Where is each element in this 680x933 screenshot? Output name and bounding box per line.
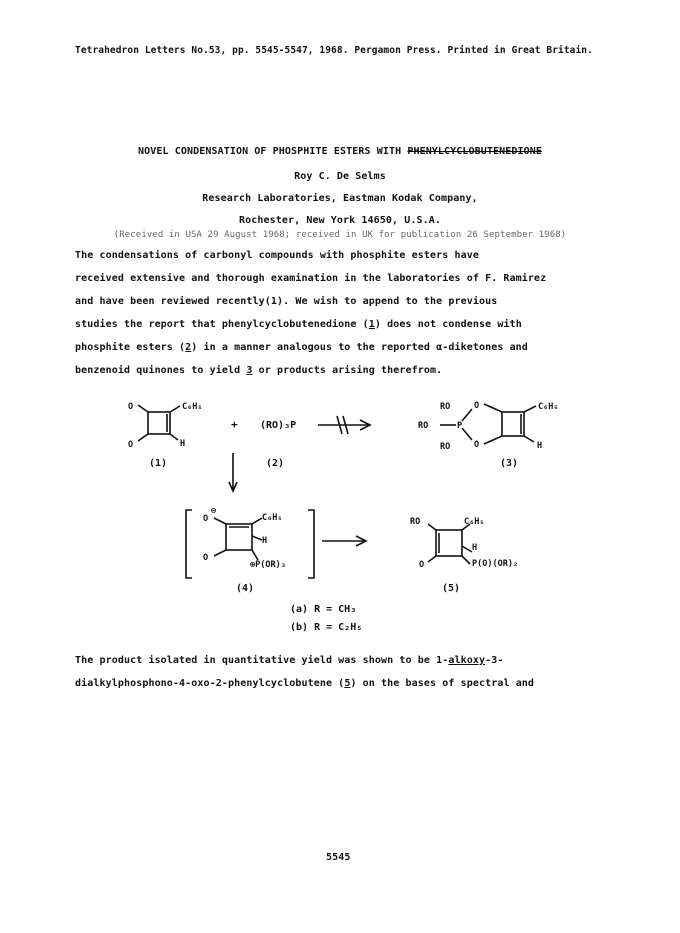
compound-label-4: (4) [236,583,255,594]
compound-5-structure [428,524,472,564]
c3-oxygen-bottom: O [474,440,480,450]
variant-a: (a) R = CH₃ [290,604,357,615]
variant-b: (b) R = C₂H₅ [290,622,363,633]
title-struck: PHENYLCYCLOBUTENEDIONE [407,146,542,157]
affiliation-line-2: Rochester, New York 14650, U.S.A. [239,215,441,226]
c3-phenyl: C₆H₅ [538,402,559,412]
para2-line-2-a: dialkylphosphono-4-oxo-2-phenylcyclobutene ( [75,678,345,689]
c4-hydrogen: H [262,536,268,546]
compound-4-structure [214,518,262,560]
compound-1-structure [138,405,180,441]
c3-oxygen-top: O [474,401,480,411]
c4-phenyl: C₆H₅ [262,513,283,523]
para1-line-2: received extensive and thorough examination in the laboratories of F. Ramirez [75,273,547,284]
c3-phosphorus: P [457,421,463,431]
c4-oxygen-bottom: O [203,553,209,563]
c5-hydrogen: H [472,543,478,553]
alkoxy-word: alkoxy [448,655,486,666]
para1-line-4-b: ) does not condense with [374,319,522,330]
no-reaction-arrow [318,416,370,434]
running-header: Tetrahedron Letters No.53, pp. 5545-5547, 1968. Pergamon Press. Printed in Great Britain. [75,45,593,56]
para2-line-2-b: ) on the bases of spectral and [350,678,535,689]
c4-negative-charge: ⊖ [211,506,217,516]
c4-phosphonium: ⊕P(OR)₃ [250,560,286,570]
para1-line-1: The condensations of carbonyl compounds with phosphite esters have [75,250,479,261]
author-name: Roy C. De Selms [294,171,386,182]
compound-label-3: (3) [500,458,519,469]
para1-line-3: and have been reviewed recently(1). We wish to append to the previous [75,296,498,307]
para1-line-6-b: or products arising therefrom. [252,365,443,376]
para2-line-1 [75,655,503,666]
phosphite-formula: (RO)₃P [260,420,297,431]
c5-phenyl: C₆H₅ [464,517,485,527]
title-main: NOVEL CONDENSATION OF PHOSPHITE ESTERS WITH [138,146,408,157]
c1-phenyl: C₆H₅ [182,402,203,412]
affiliation-line-1: Research Laboratories, Eastman Kodak Company, [202,193,478,204]
forward-arrow [322,536,366,546]
c3-ro-left: RO [418,421,429,431]
compound-ref-2: 2 [185,342,192,353]
compound-ref-1: 1 [368,319,375,330]
c1-oxygen-bottom: O [128,440,134,450]
c4-oxygen-top: O [203,514,209,524]
plus-sign: + [231,418,238,431]
compound-label-5: (5) [442,583,461,594]
para2-line-2 [75,678,534,689]
compound-3-structure [440,404,536,444]
compound-label-2: (2) [266,458,285,469]
compound-label-1: (1) [149,458,168,469]
c3-hydrogen: H [537,441,543,451]
down-arrow [229,453,237,491]
compound-ref-5: 5 [344,678,351,689]
para1-line-5-a: phosphite esters ( [75,342,186,353]
c5-ro: RO [410,517,421,527]
compound-ref-3: 3 [246,365,253,376]
para2-line-1-a: The product isolated in quantitative yield was shown to be 1- [75,655,449,666]
c5-phosphonate: P(O)(OR)₂ [472,559,519,569]
c5-oxygen: O [419,560,425,570]
page-number: 5545 [326,852,351,863]
para1-line-5-b: ) in a manner analogous to the reported α-diketones and [191,342,528,353]
c1-oxygen-top: O [128,402,134,412]
c3-ro-top: RO [440,402,451,412]
para1-line-6-a: benzenoid quinones to yield [75,365,247,376]
received-dates: (Received in USA 29 August 1968; received in UK for publication 26 September 1968) [113,230,567,240]
para2-line-1-c: -3- [485,655,504,666]
c1-hydrogen: H [180,439,186,449]
c3-ro-bottom: RO [440,442,451,452]
para1-line-4-a: studies the report that phenylcyclobutenedione ( [75,319,369,330]
